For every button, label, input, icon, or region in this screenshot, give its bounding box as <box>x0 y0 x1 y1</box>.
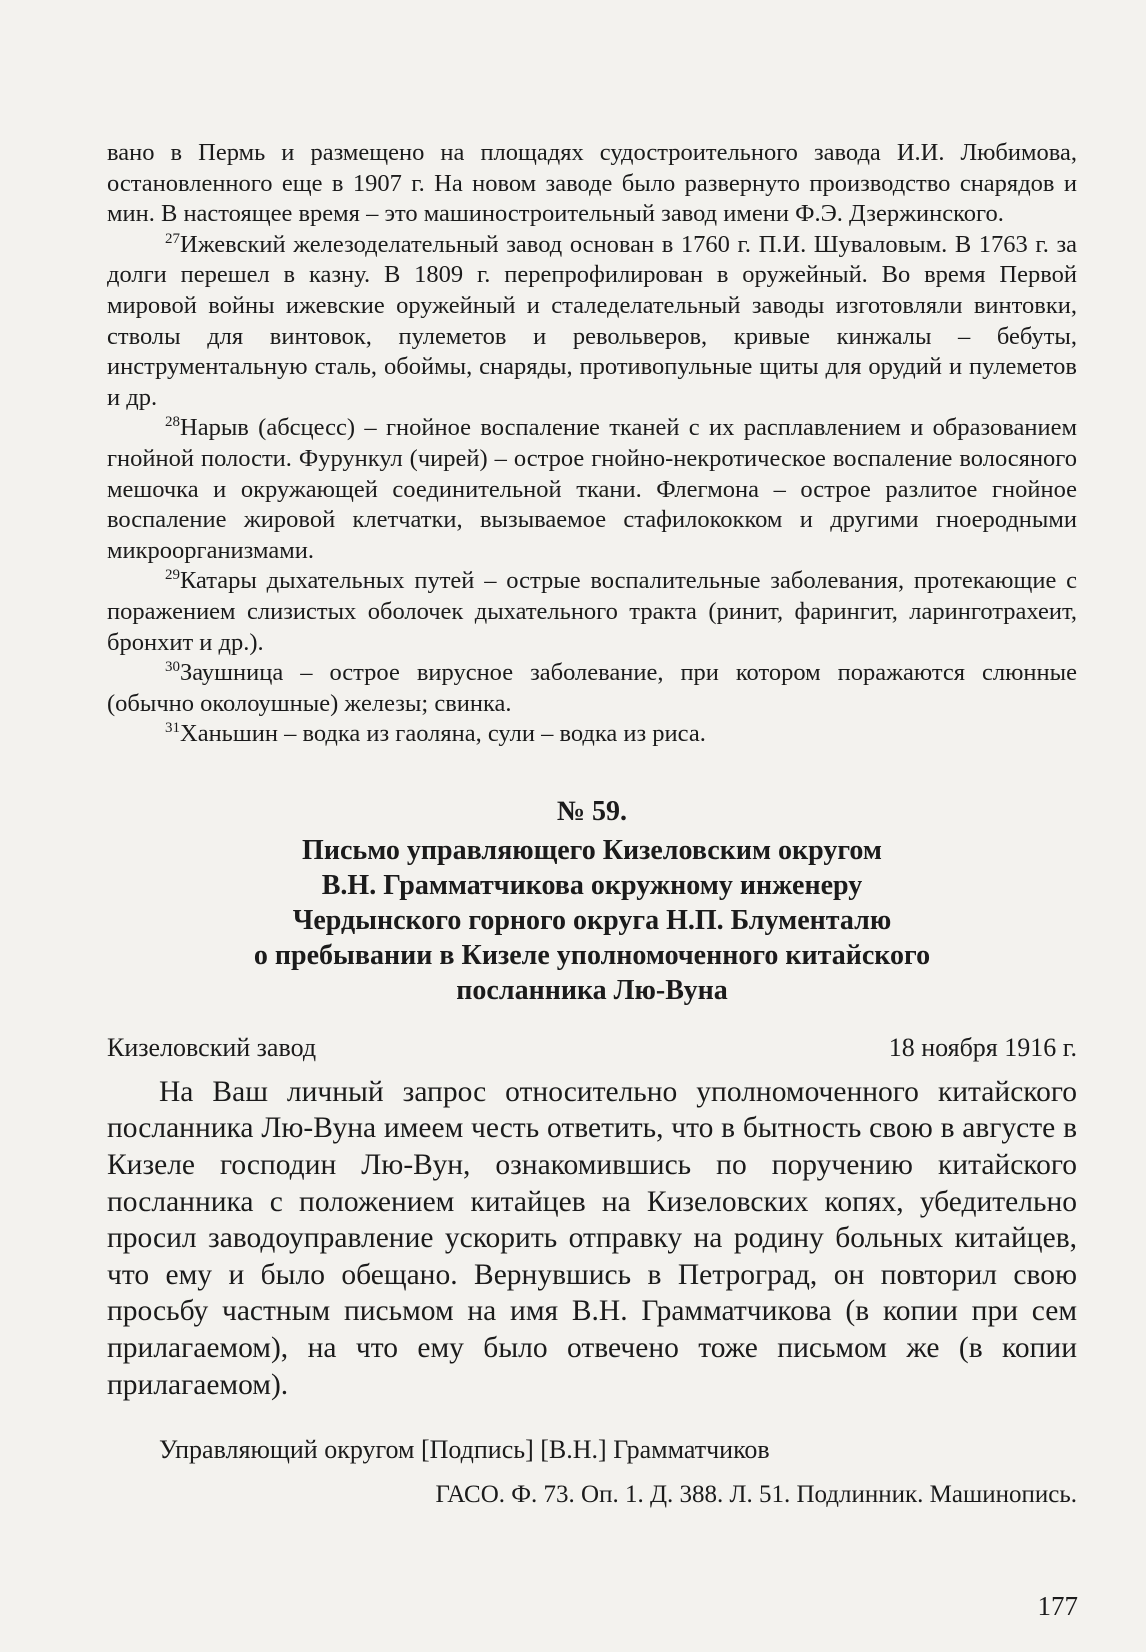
footnote-31 <box>107 719 1077 750</box>
footnote-28 <box>107 413 1077 566</box>
footnote-number: 31 <box>165 720 180 737</box>
footnote-number: 30 <box>165 659 180 676</box>
footnotes-section <box>107 138 1077 750</box>
place-date-row <box>107 1032 1077 1064</box>
footnote-text: Заушница – острое вирусное заболевание, при котором поражаются слюнные (обычно околоушные) железы; свинка. <box>107 659 1077 717</box>
footnote-29 <box>107 566 1077 658</box>
document-title-line: Чердынского горного округа Н.П. Блументалю <box>292 904 892 936</box>
footnote-text: Катары дыхательных путей – острые воспалительные заболевания, протекающие с поражением слизистых оболочек дыхательного тракта (ринит, фарингит, ларинготрахеит, бронхит и др.). <box>107 567 1077 656</box>
footnote-30 <box>107 658 1077 719</box>
footnote-number: 28 <box>165 414 180 431</box>
document-title-line: Письмо управляющего Кизеловским округом <box>302 834 882 866</box>
page-content <box>107 138 1077 1511</box>
signature-line: Управляющий округом [Подпись] [В.Н.] Грамматчиков <box>159 1434 770 1464</box>
page-number: 177 <box>1037 1591 1078 1621</box>
footnote-text: Ханьшин – водка из гаоляна, сули – водка из риса. <box>180 720 706 748</box>
footnote-number: 27 <box>165 230 180 247</box>
letter-body: На Ваш личный запрос относительно уполномоченного китайского посланника Лю-Вуна имеем честь ответить, что в бытность свою в августе в Кизеле господин Лю-Вун, ознакомившись по поручению китайского посланника с положением китайцев на Кизеловских копях, убедительно просил заводоуправление ускорить отправку на родину больных китайцев, что ему и было обещано. Вернувшись в Петроград, он повторил свою просьбу частным письмом на имя В.Н. Грамматчикова (в копии при сем прилагаемом), на что ему было отвечено тоже письмом же (в копии прилагаемом). <box>107 1075 1077 1401</box>
document-place: Кизеловский завод <box>107 1032 317 1062</box>
document-date: 18 ноября 1916 г. <box>888 1032 1077 1062</box>
document-heading <box>107 794 1077 1008</box>
footnote-number: 29 <box>165 567 180 584</box>
document-title-line: В.Н. Грамматчикова окружному инженеру <box>321 869 863 901</box>
footnote-continuation: вано в Пермь и размещено на площадях судостроительного завода И.И. Любимова, остановленного еще в 1907 г. На новом заводе было развернуто производство снарядов и мин. В настоящее время – это машиностроительный завод имени Ф.Э. Дзержинского. <box>107 139 1077 228</box>
archive-reference: ГАСО. Ф. 73. Оп. 1. Д. 388. Л. 51. Подлинник. Машинопись. <box>435 1480 1077 1508</box>
document-title-line: посланника Лю-Вуна <box>456 974 728 1006</box>
footnote-text: Нарыв (абсцесс) – гнойное воспаление тканей с их расплавлением и образованием гнойной полости. Фурункул (чирей) – острое гнойно-некротическое воспаление волосяного мешочка и окружающей соединительной ткани. Флегмона – острое разлитое гнойное воспаление жировой клетчатки, вызываемое стафилококком и другими гноеродными микроорганизмами. <box>107 414 1077 564</box>
footnote-text: Ижевский железоделательный завод основан в 1760 г. П.И. Шуваловым. В 1763 г. за долги перешел в казну. В 1809 г. перепрофилирован в оружейный. Во время Первой мировой войны ижевские оружейный и сталеделательный заводы изготовляли винтовки, стволы для винтовок, пулеметов и револьверов, кривые кинжалы – бебуты, инструментальную сталь, обоймы, снаряды, противопульные щиты для орудий и пулеметов и др. <box>107 230 1077 411</box>
document-title-line: о пребывании в Кизеле уполномоченного китайского <box>253 939 931 971</box>
footnote-27 <box>107 230 1077 414</box>
document-number: № 59. <box>556 795 628 827</box>
